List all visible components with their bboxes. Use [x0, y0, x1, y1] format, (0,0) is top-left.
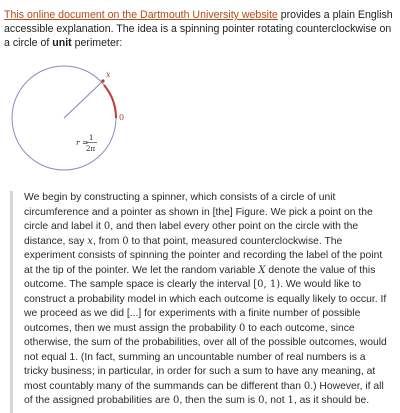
- point-marker: [101, 79, 104, 82]
- spinner-pointer: [64, 81, 103, 118]
- quote-text: .) However, if all of the assigned probabilities are: [24, 380, 384, 406]
- math-zero: 0: [303, 380, 311, 392]
- quote-text: denote the value of this outcome. The sample space is clearly the interval: [24, 264, 376, 290]
- blockquote: [10, 191, 392, 413]
- math-zero: 0: [258, 395, 265, 406]
- math-zero: 0: [172, 395, 180, 406]
- dartmouth-document-link[interactable]: This online document on the Dartmouth University website: [4, 9, 278, 21]
- quote-text: We begin by constructing a spinner, which consists of a circle of unit circumference and a pointer as shown in [the] Figure. We pick a point on the circle and label it: [24, 192, 373, 232]
- quote-text: . We would like to construct a probability model in which each outcome is equally likely to occur. If we proceed as we did [...] for experiments with a finite number of possible outcomes, then we must assign the probability: [24, 279, 387, 334]
- quote-text: , then the sum is: [179, 395, 259, 406]
- intro-bold-unit: unit: [52, 37, 72, 50]
- quote-paragraph: [24, 191, 392, 409]
- quote-text: , and then label every other point on the circle with the distance, say: [24, 221, 359, 247]
- spinner-figure: [0, 62, 140, 174]
- quote-text: , from: [92, 235, 123, 247]
- quote-text: , not: [264, 395, 288, 406]
- math-interval: [0, 1): [253, 279, 281, 290]
- quote-text: to each outcome, since otherwise, the sum of the probabilities, over all of the possible outcomes, would not equal 1. (In fact, summing an uncountable number of real numbers is a tricky business; in particular, in order for such a sum to have any meaning, at most countably many of the summands can be different than: [24, 322, 387, 392]
- radius-denominator: 2π: [86, 145, 96, 153]
- quote-text: , as it should be.: [293, 395, 370, 406]
- math-zero: 0: [239, 322, 246, 334]
- quote-text: to that point, measured counterclockwise. The experiment consists of spinning the pointer and recording the label of the point at the tip of the pointer. We let the random variable: [24, 235, 383, 276]
- point-label-x: x: [106, 70, 111, 79]
- measured-arc: [104, 85, 116, 118]
- math-one: 1: [287, 395, 294, 406]
- intro-text-b: perimeter:: [71, 37, 123, 50]
- radius-numerator: 1: [89, 134, 94, 142]
- math-zero: 0: [103, 221, 111, 232]
- math-zero: 0: [122, 235, 129, 247]
- math-x: x: [87, 235, 93, 247]
- math-X: X: [258, 264, 266, 276]
- intro-paragraph: [4, 8, 396, 51]
- radius-lhs: r =: [76, 138, 89, 147]
- intro-text-a: provides a plain English accessible explanation. The idea is a spinning pointer rotating counterclockwise on a circle of: [4, 9, 393, 50]
- zero-label: 0: [119, 113, 125, 122]
